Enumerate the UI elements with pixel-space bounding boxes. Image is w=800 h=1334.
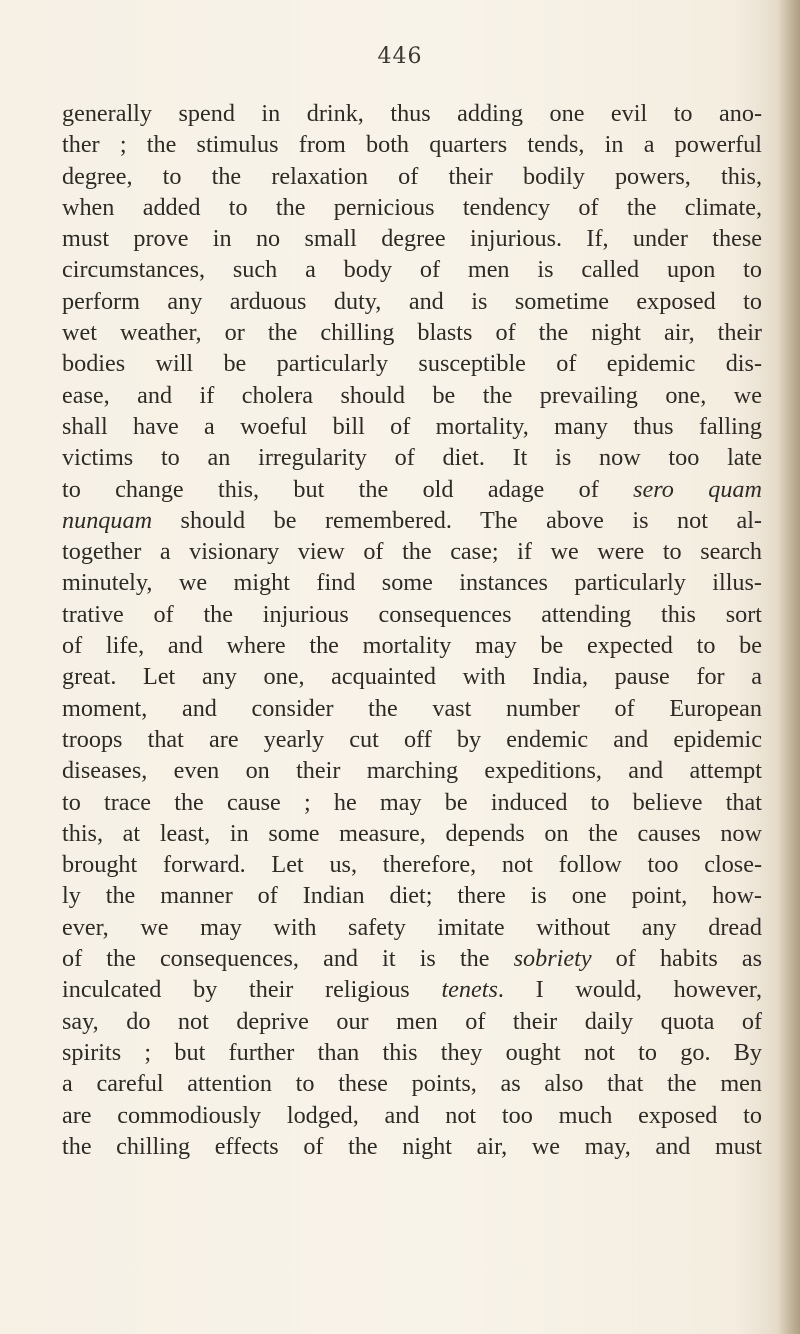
italic-phrase: nunquam	[62, 506, 153, 534]
text-line: shall have a woeful bill of mortality, many thus falling	[62, 412, 762, 440]
text-line: great. Let any one, acquainted with India, pause for a	[62, 663, 762, 691]
text-line: brought forward. Let us, therefore, not follow too close-	[62, 851, 762, 879]
text-line: say, do not deprive our men of their daily quota of	[62, 1007, 762, 1035]
text-line: bodies will be particularly susceptible of epidemic dis-	[62, 350, 762, 378]
text-run: of the consequences, and it is the	[62, 945, 514, 973]
text-line: when added to the pernicious tendency of the climate,	[62, 193, 762, 221]
text-line: trative of the injurious consequences attending this sort	[62, 600, 762, 628]
text-line: diseases, even on their marching expeditions, and attempt	[62, 757, 762, 785]
text-run: inculcated by their religious	[62, 976, 442, 1004]
text-line: ther ; the stimulus from both quarters tends, in a powerful	[62, 131, 762, 159]
text-line: ever, we may with safety imitate without any dread	[62, 913, 762, 941]
text-line	[62, 943, 762, 974]
text-run: to change this, but the old adage of	[62, 475, 634, 503]
text-line: perform any arduous duty, and is sometime exposed to	[62, 287, 762, 315]
body-text	[62, 98, 762, 1162]
text-line	[62, 505, 762, 536]
text-line	[62, 974, 762, 1005]
text-run: should be remembered. The above is not al-	[152, 506, 762, 534]
text-line: spirits ; but further than this they ought not to go. By	[62, 1038, 762, 1066]
text-run: . I would, however,	[497, 976, 762, 1004]
text-line: a careful attention to these points, as also that the men	[62, 1070, 762, 1098]
text-line: moment, and consider the vast number of European	[62, 694, 762, 722]
text-line: must prove in no small degree injurious. If, under these	[62, 225, 762, 253]
text-line: the chilling effects of the night air, we may, and must	[62, 1132, 762, 1160]
text-line: of life, and where the mortality may be expected to be	[62, 632, 762, 660]
page-edge-shadow	[778, 0, 800, 1334]
text-line: are commodiously lodged, and not too much exposed to	[62, 1101, 762, 1129]
text-line: together a visionary view of the case; if we were to search	[62, 538, 762, 566]
text-line: circumstances, such a body of men is called upon to	[62, 256, 762, 284]
italic-phrase: sobriety	[513, 945, 592, 973]
text-line: victims to an irregularity of diet. It is now too late	[62, 444, 762, 472]
text-line: generally spend in drink, thus adding one evil to ano-	[62, 100, 762, 127]
text-line: ease, and if cholera should be the prevailing one, we	[62, 381, 762, 409]
text-line: to trace the cause ; he may be induced to believe that	[62, 788, 762, 816]
text-line	[62, 474, 762, 505]
italic-phrase: sero quam	[633, 475, 762, 503]
text-line: degree, to the relaxation of their bodily powers, this,	[62, 162, 762, 190]
text-line: wet weather, or the chilling blasts of the night air, their	[62, 319, 762, 347]
text-line: troops that are yearly cut off by endemic and epidemic	[62, 725, 762, 753]
page-number: 446	[377, 44, 423, 69]
text-line: minutely, we might find some instances particularly illus-	[62, 569, 762, 597]
italic-phrase: tenets	[441, 976, 498, 1004]
text-run: of habits as	[591, 945, 762, 973]
text-line: ly the manner of Indian diet; there is one point, how-	[62, 882, 762, 910]
text-line: this, at least, in some measure, depends on the causes now	[62, 819, 762, 847]
